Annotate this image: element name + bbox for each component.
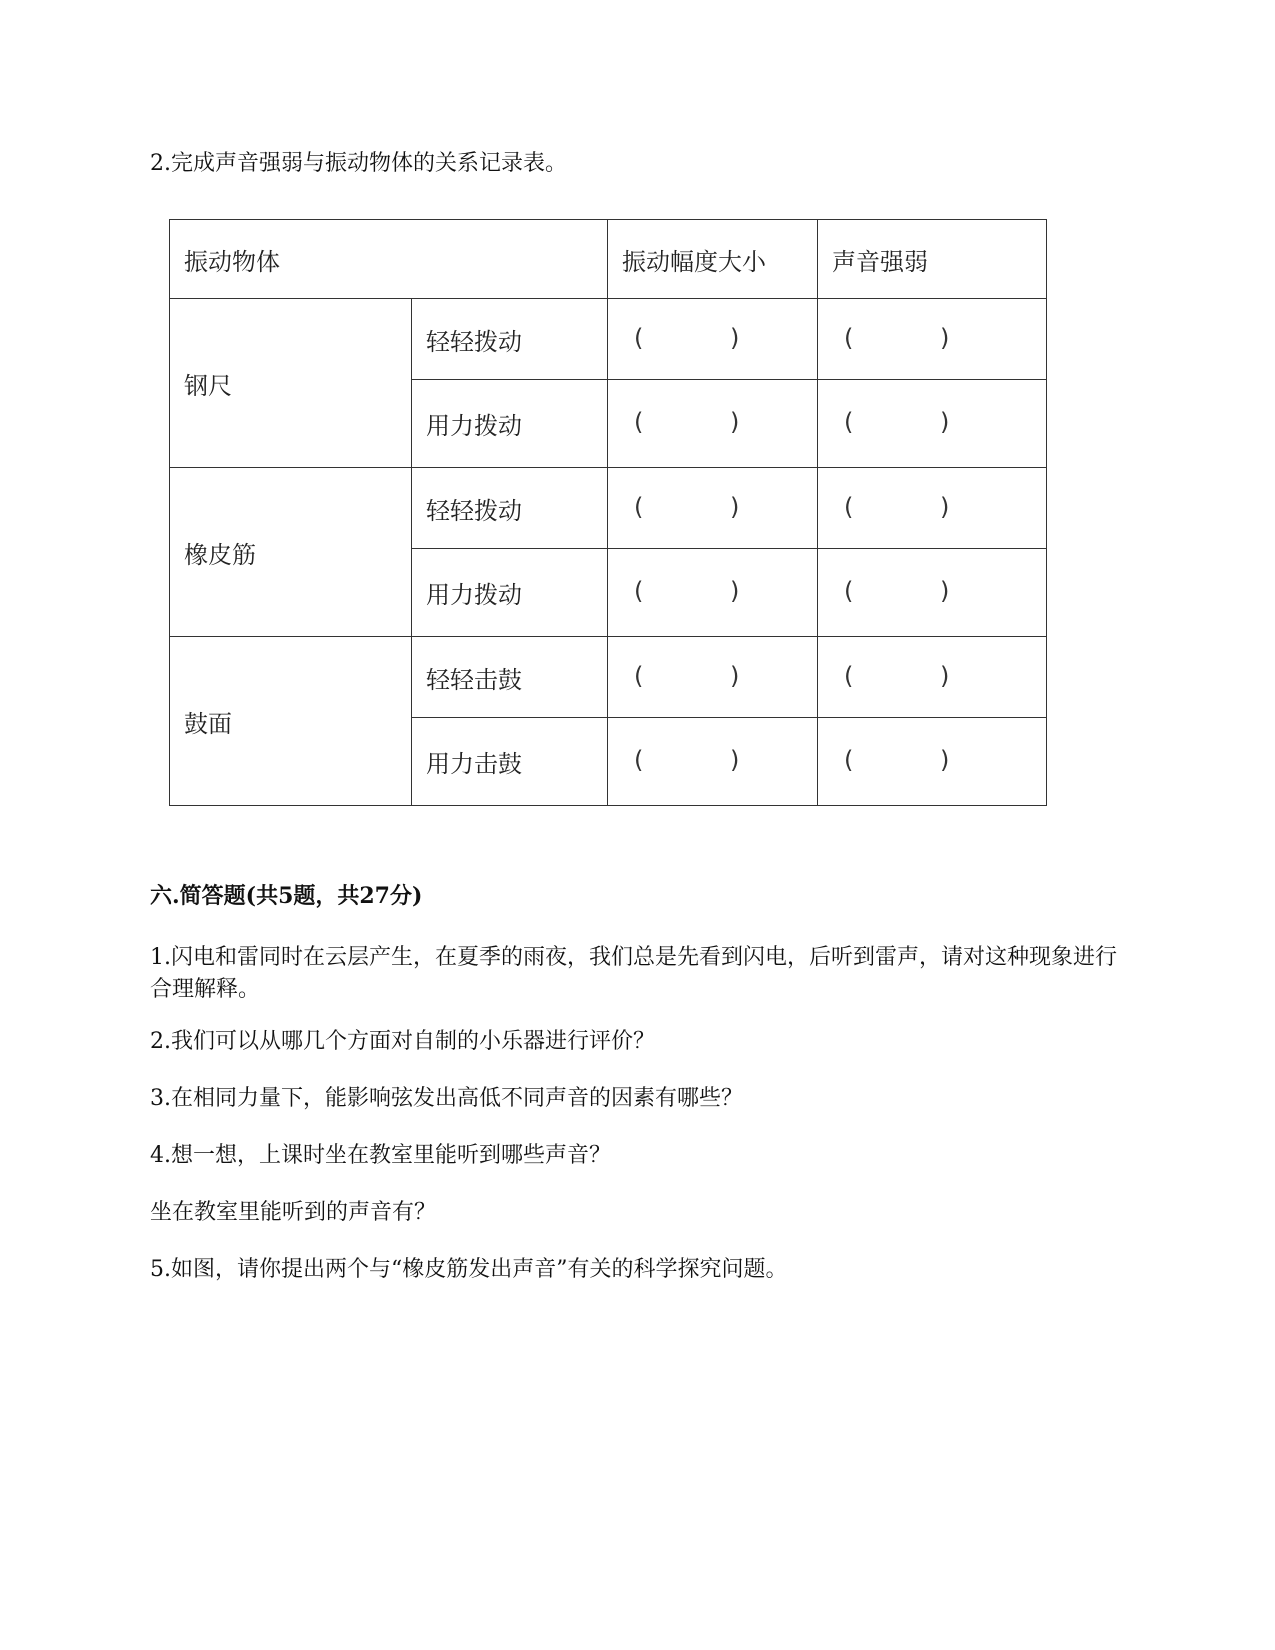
loudness-blank[interactable]: ( ) bbox=[818, 718, 1047, 806]
action-cell: 轻轻拨动 bbox=[412, 468, 608, 549]
loudness-blank[interactable]: ( ) bbox=[818, 637, 1047, 718]
header-amplitude: 振动幅度大小 bbox=[608, 220, 818, 299]
table-row bbox=[170, 299, 1047, 380]
question-1: 1.闪电和雷同时在云层产生，在夏季的雨夜，我们总是先看到闪电，后听到雷声，请对这种现象进行合理解释。 bbox=[150, 945, 1117, 1002]
amplitude-blank[interactable]: ( ) bbox=[608, 549, 818, 637]
q2-intro: 2.完成声音强弱与振动物体的关系记录表。 bbox=[150, 151, 567, 176]
action-cell: 用力拨动 bbox=[412, 549, 608, 637]
amplitude-blank[interactable]: ( ) bbox=[608, 468, 818, 549]
action-cell: 用力击鼓 bbox=[412, 718, 608, 806]
header-object: 振动物体 bbox=[170, 220, 608, 299]
object-cell: 钢尺 bbox=[170, 299, 412, 468]
amplitude-blank[interactable]: ( ) bbox=[608, 637, 818, 718]
loudness-blank[interactable]: ( ) bbox=[818, 549, 1047, 637]
loudness-blank[interactable]: ( ) bbox=[818, 380, 1047, 468]
table-header-row bbox=[170, 220, 1047, 299]
amplitude-blank[interactable]: ( ) bbox=[608, 299, 818, 380]
table-row bbox=[170, 637, 1047, 718]
question-4: 4.想一想，上课时坐在教室里能听到哪些声音？ bbox=[150, 1143, 611, 1168]
question-5: 5.如图，请你提出两个与“橡皮筋发出声音”有关的科学探究问题。 bbox=[150, 1257, 788, 1282]
action-cell: 轻轻拨动 bbox=[412, 299, 608, 380]
action-cell: 轻轻击鼓 bbox=[412, 637, 608, 718]
question-4-prompt: 坐在教室里能听到的声音有？ bbox=[150, 1200, 437, 1225]
question-2: 2.我们可以从哪几个方面对自制的小乐器进行评价？ bbox=[150, 1029, 655, 1054]
action-cell: 用力拨动 bbox=[412, 380, 608, 468]
section-heading: 六.简答题(共5题，共27分) bbox=[150, 883, 423, 909]
question-3: 3.在相同力量下，能影响弦发出高低不同声音的因素有哪些？ bbox=[150, 1086, 743, 1111]
table-row bbox=[170, 468, 1047, 549]
loudness-blank[interactable]: ( ) bbox=[818, 468, 1047, 549]
loudness-blank[interactable]: ( ) bbox=[818, 299, 1047, 380]
object-cell: 鼓面 bbox=[170, 637, 412, 806]
header-loudness: 声音强弱 bbox=[818, 220, 1047, 299]
record-table bbox=[169, 219, 1047, 806]
amplitude-blank[interactable]: ( ) bbox=[608, 380, 818, 468]
object-cell: 橡皮筋 bbox=[170, 468, 412, 637]
amplitude-blank[interactable]: ( ) bbox=[608, 718, 818, 806]
